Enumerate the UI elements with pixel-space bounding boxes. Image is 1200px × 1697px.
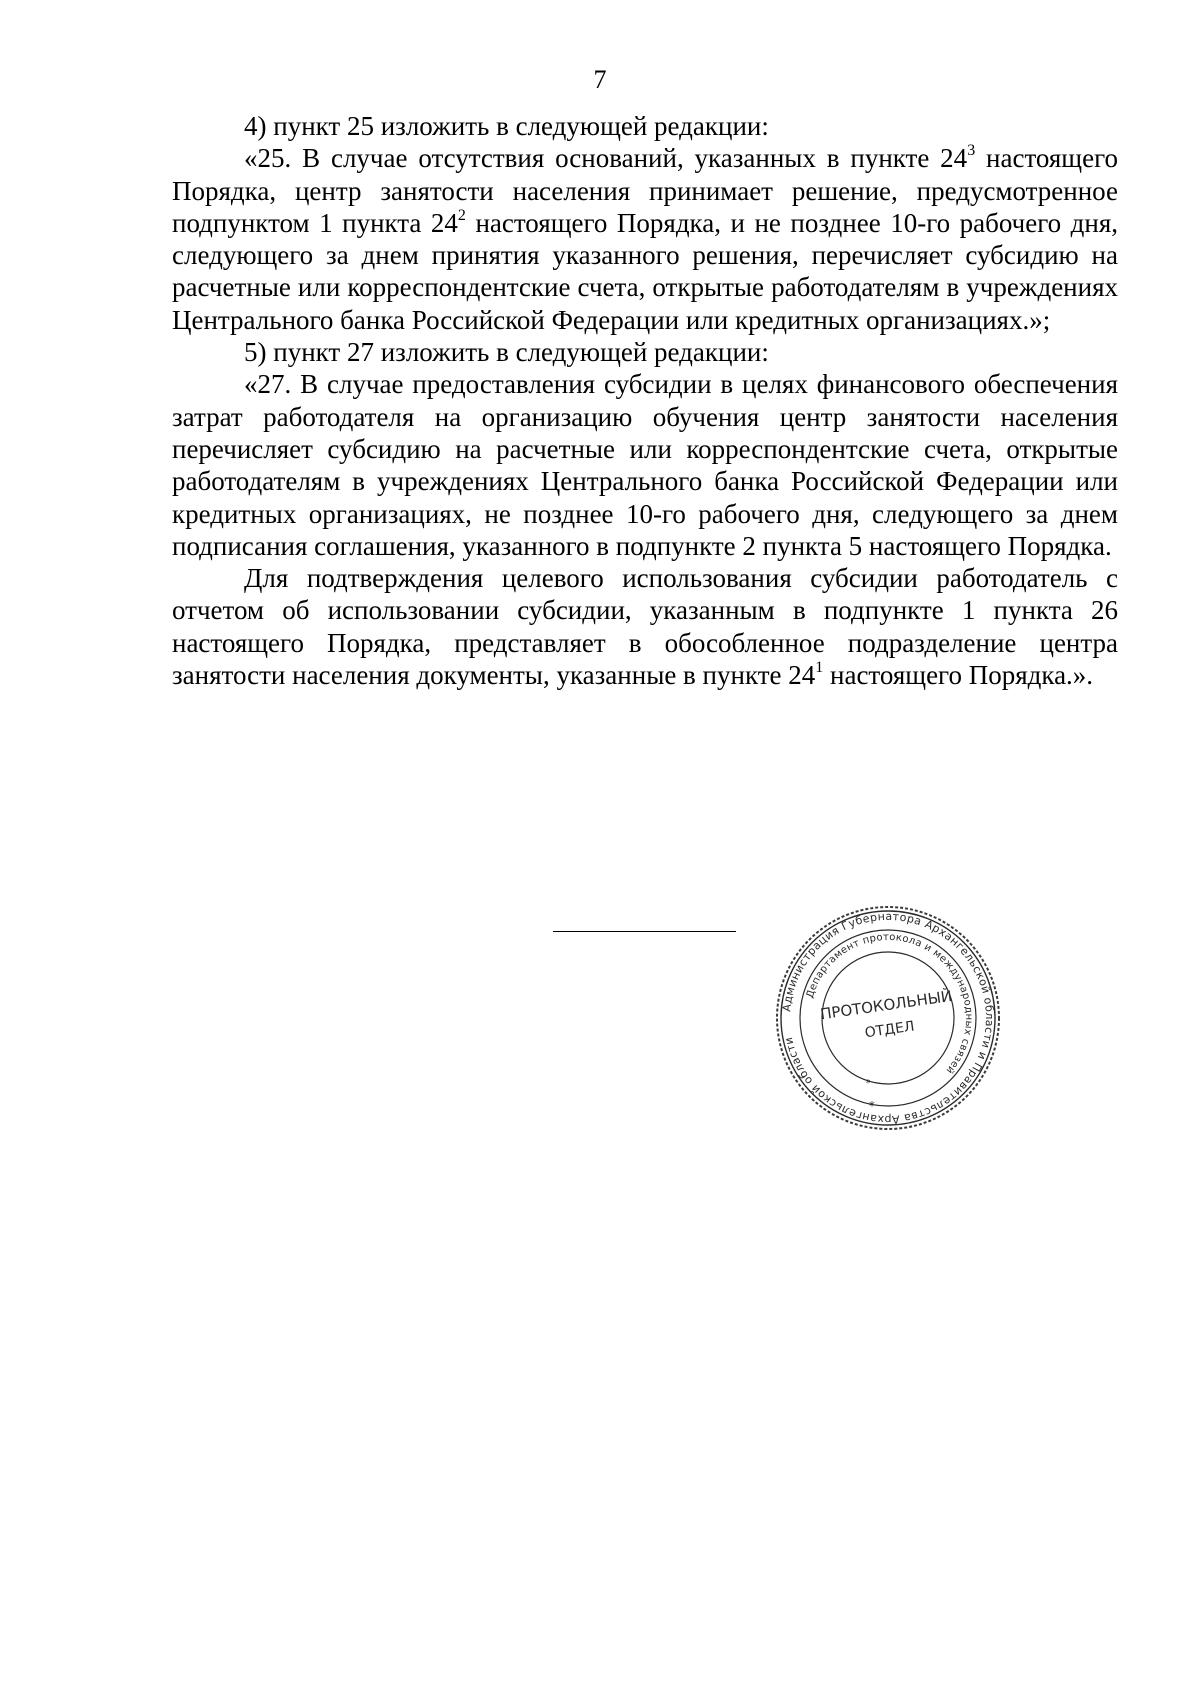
page-number: 7 xyxy=(593,65,607,94)
paragraph-text: настоящего Порядка, и не позднее 10-го рабочего дня, следующего за днем принятия указанного решения, перечисляет субсидию на расчетные или корреспондентские счета, открытые работодателям в учреждениях Центрального банка Российской Федерации или кредитных организациях.»; xyxy=(172,207,1118,335)
official-seal-stamp xyxy=(772,902,1004,1134)
paragraph-text: 5) пункт 27 изложить в следующей редакции: xyxy=(244,337,769,368)
seal-center-line-1: ПРОТОКОЛЬНЫЙ xyxy=(819,986,954,1024)
paragraph-confirmation xyxy=(172,562,1118,691)
paragraph-text: настоящего Порядка, центр занятости населения принимает решение, предусмотренное подпунктом 1 пункта 24 xyxy=(172,143,1118,238)
paragraph-text: Для подтверждения целевого использования субсидии работодатель с отчетом об использовании субсидии, указанным в подпункте 1 пункта 26 настоящего Порядка, представляет в обособленное подразделение центра занятости населения документы, указанные в пункте 24 xyxy=(172,563,1118,691)
superscript-index: 1 xyxy=(815,659,824,677)
paragraph-text: настоящего Порядка.». xyxy=(823,660,1094,691)
seal-graphic xyxy=(772,902,1004,1134)
paragraph-text: «25. В случае отсутствия оснований, указанных в пункте 24 xyxy=(244,143,968,174)
paragraph-point-25 xyxy=(172,142,1118,336)
seal-center-line-2: ОТДЕЛ xyxy=(863,1018,916,1042)
seal-star-icon: * xyxy=(865,1078,871,1089)
end-of-text-divider xyxy=(553,931,736,932)
seal-star-icon: * xyxy=(869,1099,875,1113)
superscript-index: 3 xyxy=(967,142,976,160)
seal-inner-ring-textpath: Департамент протокола и международных связей xyxy=(804,931,975,1076)
document-body xyxy=(172,110,1118,691)
superscript-index: 2 xyxy=(457,206,466,224)
seal-outer-ring-textpath: Администрация Губернатора Архангельской области и Правительства Архангельской области xyxy=(780,909,997,1127)
paragraph-text: «27. В случае предоставления субсидии в целях финансового обеспечения затрат работодателя на организацию обучения центр занятости населения перечисляет субсидию на расчетные или корреспондентские счета, открытые работодателям в учреждениях Центрального банка Российской Федерации или кредитных организациях, не позднее 10-го рабочего дня, следующего за днем подписания соглашения, указанного в подпункте 2 пункта 5 настоящего Порядка. xyxy=(172,369,1118,561)
paragraph-text: 4) пункт 25 изложить в следующей редакции: xyxy=(244,111,769,141)
paragraph-item-5 xyxy=(172,336,1118,368)
paragraph-item-4 xyxy=(172,110,1118,142)
paragraph-point-27 xyxy=(172,368,1118,562)
